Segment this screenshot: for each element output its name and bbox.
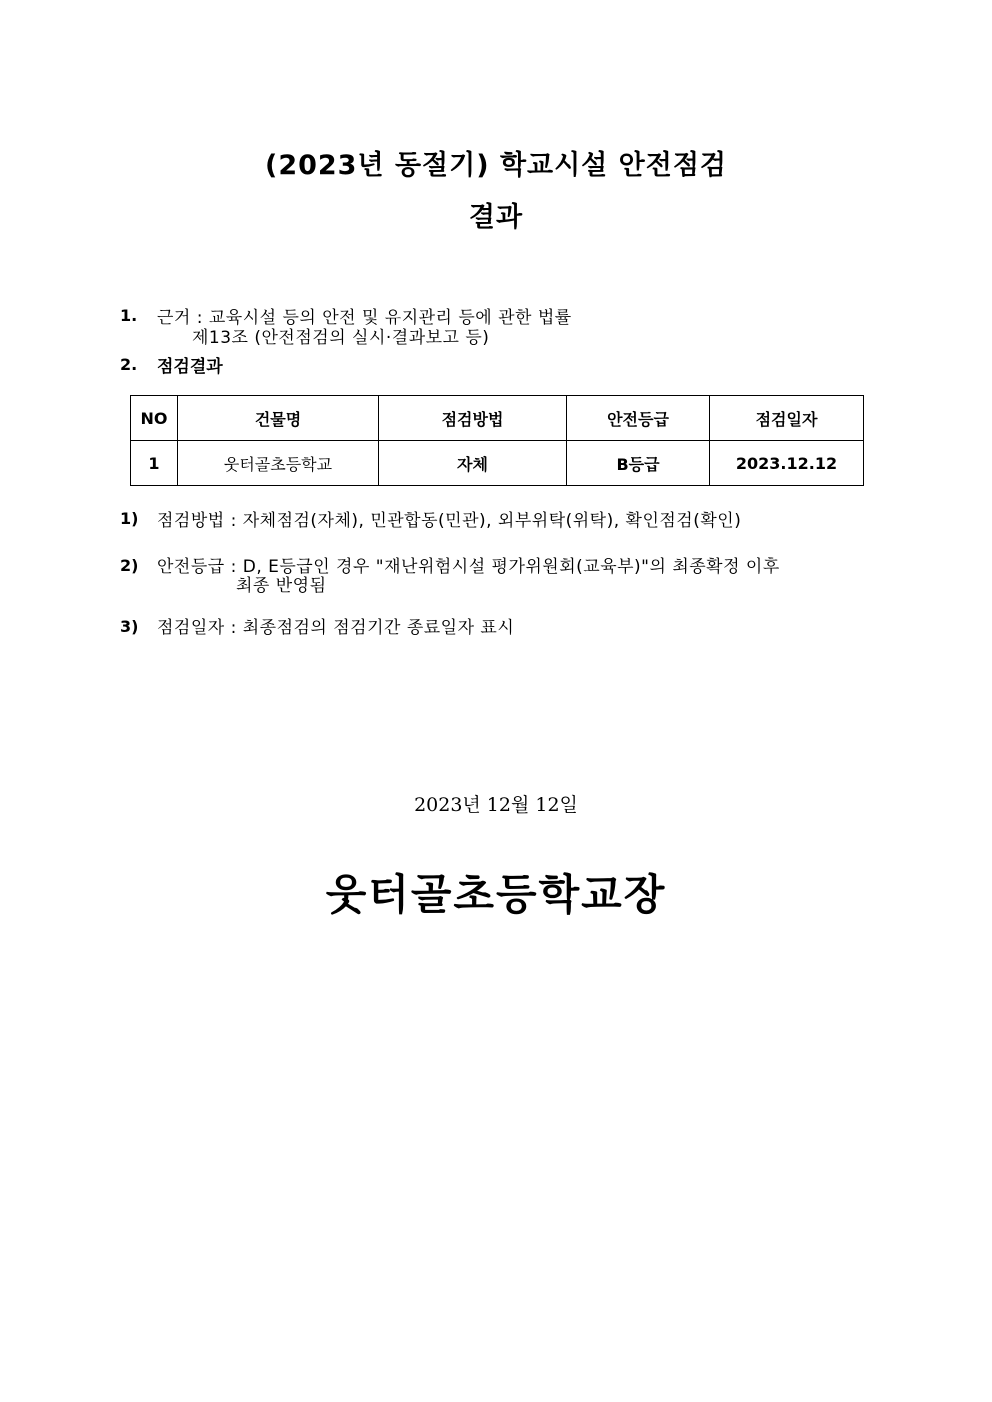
note-text: 점검일자 : 최종점검의 점검기간 종료일자 표시 xyxy=(157,618,515,638)
basis-text: 근거 : 교육시설 등의 안전 및 유지관리 등에 관한 법률 xyxy=(157,308,572,328)
header-method: 점검방법 xyxy=(379,396,567,441)
header-grade: 안전등급 xyxy=(567,396,710,441)
section-number-basis: 1. xyxy=(120,306,138,325)
note-number: 2) xyxy=(120,556,139,575)
note-text-line2: 최종 반영됨 xyxy=(236,576,327,596)
cell-no: 1 xyxy=(131,441,178,486)
section-number-result: 2. xyxy=(120,355,138,374)
document-title: (2023년 동절기) 학교시설 안전점검 xyxy=(264,150,727,181)
note-text: 안전등급 : D, E등급인 경우 "재난위험시설 평가위원회(교육부)"의 최종확정 이후 xyxy=(157,557,780,577)
note-number: 3) xyxy=(120,617,139,636)
signer-name: 웃터골초등학교장 xyxy=(325,870,667,919)
note-number: 1) xyxy=(120,509,139,528)
cell-grade: B등급 xyxy=(567,441,710,486)
basis-text-line2: 제13조 (안전점검의 실시·결과보고 등) xyxy=(192,328,490,348)
note-text: 점검방법 : 자체점검(자체), 민관합동(민관), 외부위탁(위탁), 확인점검(확인) xyxy=(157,511,742,531)
header-building: 건물명 xyxy=(178,396,379,441)
header-no: NO xyxy=(131,396,178,441)
section-label-result: 점검결과 xyxy=(157,357,223,377)
cell-building: 웃터골초등학교 xyxy=(178,441,379,486)
cell-method: 자체 xyxy=(379,441,567,486)
document-title-line2: 결과 xyxy=(468,202,524,233)
table-header-row xyxy=(131,396,864,441)
table-row xyxy=(131,441,864,486)
header-date: 점검일자 xyxy=(710,396,864,441)
inspection-result-table xyxy=(130,395,864,486)
cell-date: 2023.12.12 xyxy=(710,441,864,486)
issue-date: 2023년 12월 12일 xyxy=(414,794,578,816)
